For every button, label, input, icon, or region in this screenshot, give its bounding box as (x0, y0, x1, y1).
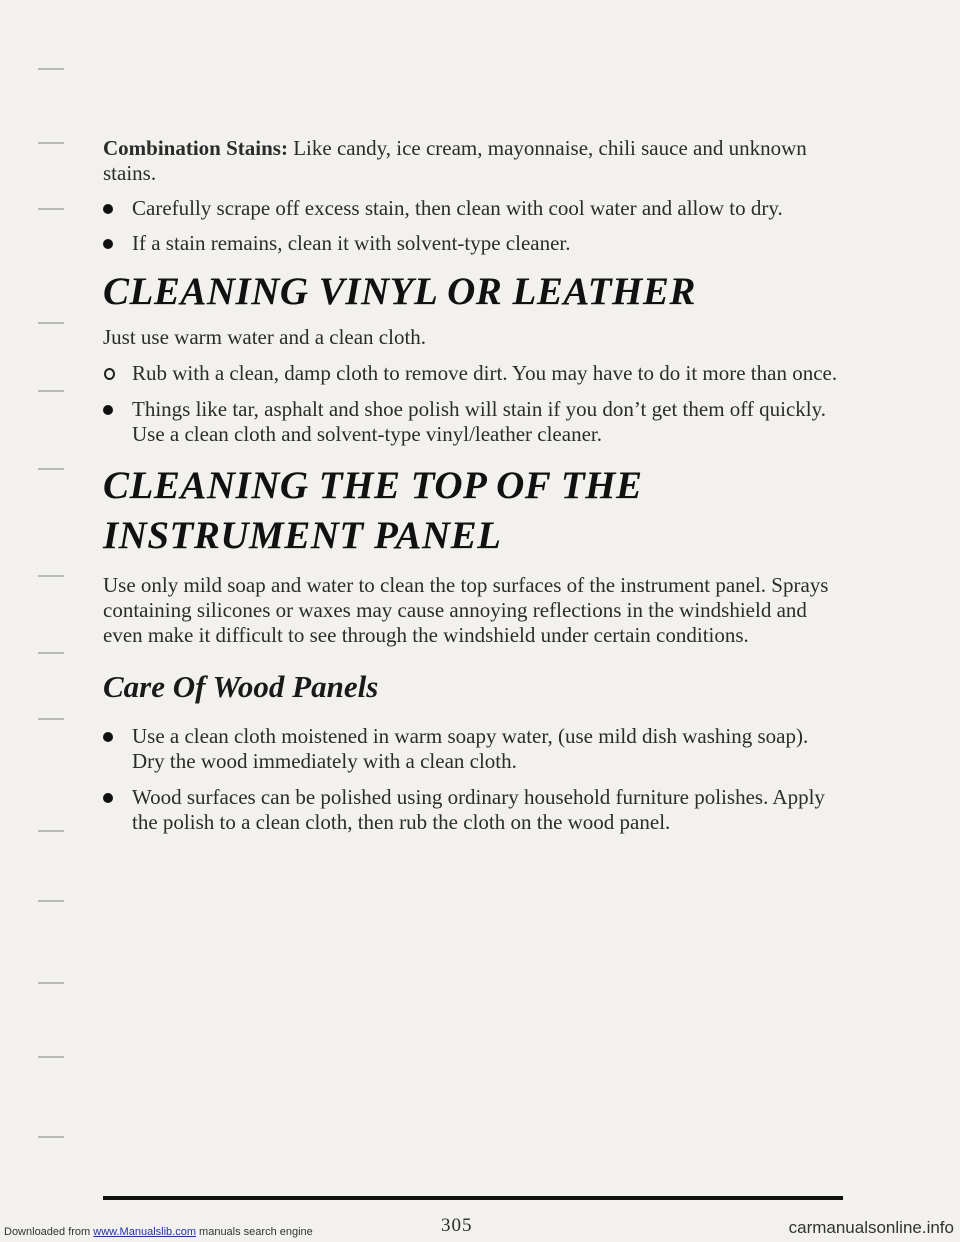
wood-panels-heading: Care Of Wood Panels (103, 669, 379, 704)
footer-rule (103, 1196, 843, 1200)
instrument-panel-body: Use only mild soap and water to clean the top surfaces of the instrument panel. Sprays containing silicones or waxes may cause annoying reflections in the windshield and even make it difficult to see through the windshield under certain conditions. (103, 573, 829, 647)
vinyl-leather-intro: Just use warm water and a clean cloth. (103, 325, 427, 349)
list-item: Carefully scrape off excess stain, then clean with cool water and allow to dry. (103, 196, 843, 221)
list-item: Things like tar, asphalt and shoe polish will stain if you don’t get them off quickly. Use a clean cloth and solvent-type vinyl/leather cleaner. (103, 397, 843, 447)
instrument-panel-heading (103, 461, 843, 561)
vinyl-leather-heading: CLEANING VINYL OR LEATHER (103, 270, 696, 313)
download-suffix: manuals search engine (195, 1226, 313, 1238)
wood-panels-list (103, 724, 843, 835)
combination-stains-text: Like candy, ice cream, mayonnaise, chili sauce and unknown stains. (103, 136, 807, 185)
margin-registration-marks (0, 0, 80, 1242)
page-number: 305 (441, 1215, 473, 1236)
list-item: Use a clean cloth moistened in warm soapy water, (use mild dish washing soap). Dry the wood immediately with a clean cloth. (103, 724, 843, 774)
vinyl-leather-list (103, 361, 843, 447)
combination-stains-label: Combination Stains: (103, 136, 288, 160)
instrument-panel-heading-line2: INSTRUMENT PANEL (103, 514, 502, 557)
combination-stains-list (103, 196, 843, 256)
combination-stains-paragraph (103, 136, 843, 186)
list-item: If a stain remains, clean it with solvent-type cleaner. (103, 231, 843, 256)
list-item: Rub with a clean, damp cloth to remove dirt. You may have to do it more than once. (103, 361, 843, 386)
download-prefix: Downloaded from (4, 1226, 94, 1238)
manualslib-link[interactable]: www.Manualslib.com (93, 1226, 196, 1238)
site-watermark: carmanualsonline.info (788, 1218, 954, 1237)
instrument-panel-heading-line1: CLEANING THE TOP OF THE (103, 464, 643, 507)
download-notice (4, 1226, 313, 1238)
list-item: Wood surfaces can be polished using ordinary household furniture polishes. Apply the polish to a clean cloth, then rub the cloth on the wood panel. (103, 785, 843, 835)
page-content (103, 136, 843, 835)
